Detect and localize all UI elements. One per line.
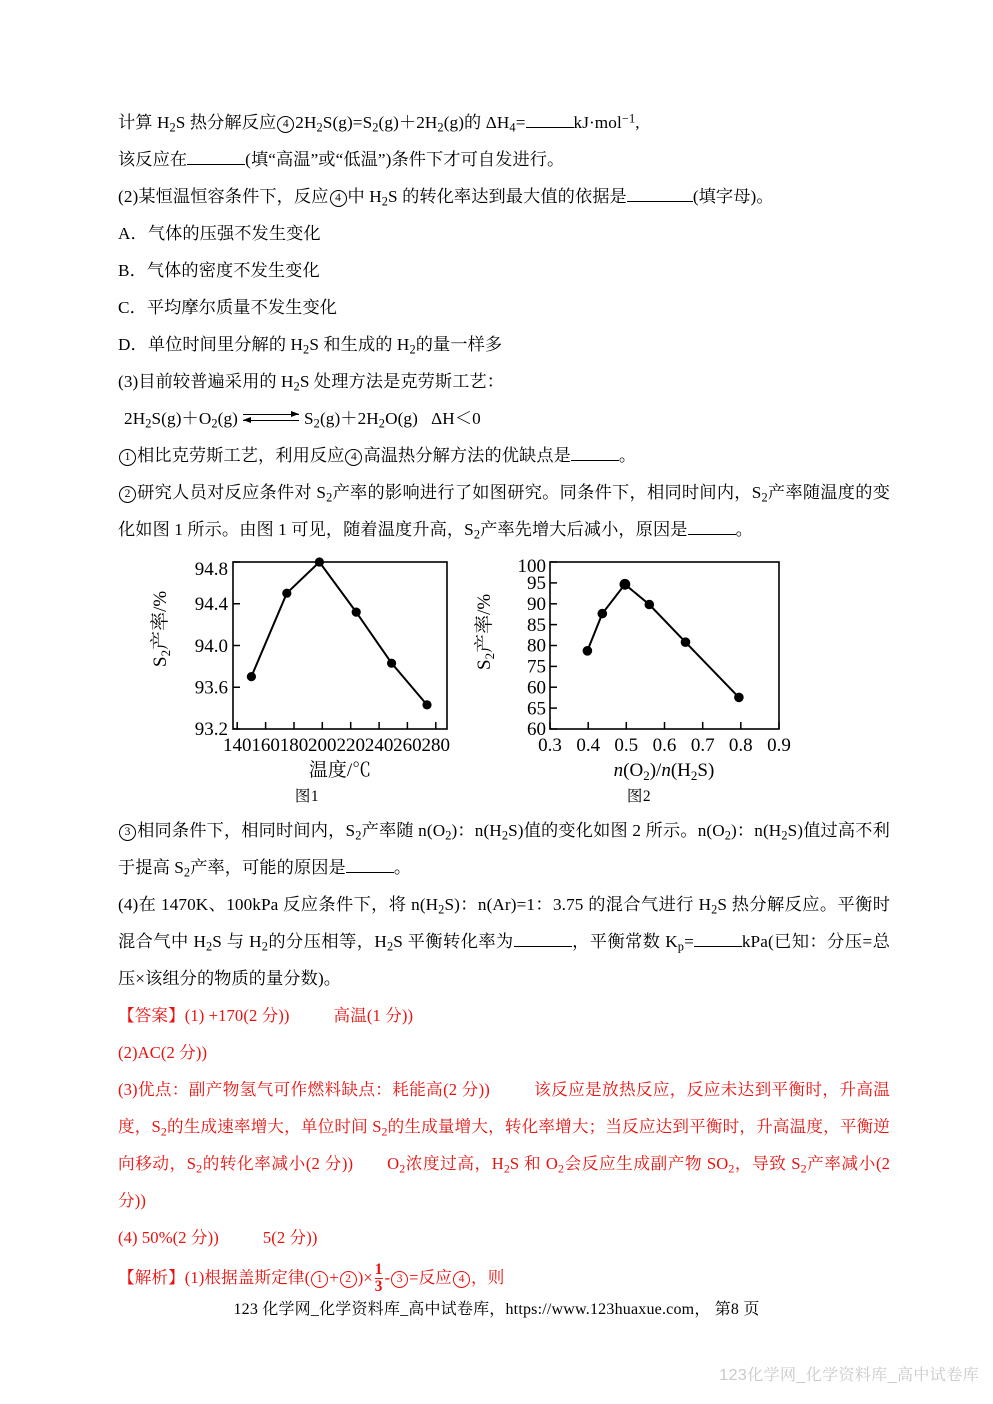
subscript: 2: [438, 902, 445, 917]
text-seg: 2H: [357, 409, 379, 428]
equilibrium-arrow-icon: [243, 411, 299, 425]
text-seg: S 的转化率达到最大值的依据是: [388, 187, 627, 206]
option-c[interactable]: [118, 289, 890, 326]
text-seg: 产率，可能的原因是: [190, 858, 346, 877]
text-seg: S 处理方法是克劳斯工艺：: [299, 372, 505, 391]
minus-sign: -: [384, 1268, 391, 1287]
analysis-header: 【解析】: [118, 1268, 185, 1287]
text-seg: S(g): [151, 409, 182, 428]
subscript: 2: [160, 1124, 167, 1139]
answer-blank[interactable]: [627, 201, 693, 202]
answer-text: (1) +170(2 分)): [184, 1006, 290, 1025]
subscript: 2: [381, 1124, 388, 1139]
answer-text: 浓度过高，H: [405, 1154, 504, 1173]
circled-number-3: 3: [391, 1271, 408, 1288]
svg-text:0.6: 0.6: [652, 735, 677, 756]
answer-text: 高温(1 分)): [333, 1006, 414, 1025]
option-b[interactable]: [118, 252, 890, 289]
circled-number-4: 4: [345, 449, 362, 466]
question-line-1: [118, 104, 890, 141]
svg-text:0.8: 0.8: [728, 735, 753, 756]
text-seg: 。: [735, 520, 753, 539]
question-content: [118, 104, 890, 1300]
svg-text:180: 180: [279, 735, 309, 756]
svg-text:85: 85: [527, 614, 546, 636]
subscript: 2: [501, 828, 509, 843]
text-seg: (g): [319, 409, 341, 428]
subscript: 2: [378, 416, 386, 431]
text-seg: (g)的 ΔH: [443, 113, 510, 132]
answer-text: O: [387, 1154, 400, 1173]
svg-text:90: 90: [527, 594, 546, 615]
text-seg: 2H: [124, 409, 146, 428]
plus-sign: +: [329, 1268, 339, 1287]
svg-text:温度/℃: 温度/℃: [308, 760, 372, 781]
svg-text:n(O2)/n(H2S): $n(O_2)/n(H_2S)$: [613, 760, 715, 783]
option-text: 的量一样多: [415, 335, 503, 354]
answer-blank[interactable]: [694, 946, 742, 947]
text-seg: ，平衡常数 K: [571, 932, 678, 951]
answer-text: ，导致 S: [734, 1154, 801, 1173]
option-key: A．: [118, 224, 148, 243]
svg-text:60: 60: [527, 677, 546, 699]
answer-text: S 和 O: [509, 1154, 559, 1173]
text-seg: ,: [635, 113, 640, 132]
text-seg: (填字母)。: [692, 187, 774, 206]
answer-blank[interactable]: [526, 127, 574, 128]
text-seg: 产率的影响进行了如图研究。同条件下，相同时间内，S: [332, 483, 762, 502]
analysis-text: )×: [357, 1268, 373, 1287]
answer-text: 的生成量增大，转化率增大；当反应达到平衡时，升高温度，平衡逆向移动，S: [118, 1117, 891, 1173]
subscript: 2: [183, 865, 191, 880]
text-seg: kPa(已知：分压=总压×该组分的物质的量分数)。: [118, 932, 890, 988]
text-seg: S 热分解反应: [175, 113, 277, 132]
analysis-text: (1)根据盖斯定律(: [184, 1268, 311, 1287]
question-line-2: [118, 141, 890, 178]
option-text: 气体的密度不发生变化: [146, 261, 320, 280]
circled-number-2: 2: [340, 1271, 357, 1288]
less-than-sign: ＜: [454, 409, 473, 428]
text-seg: (2)某恒温恒容条件下，反应: [118, 187, 329, 206]
text-seg: 。: [393, 858, 412, 877]
subscript: 2: [316, 120, 323, 135]
text-seg: 中 H: [347, 187, 382, 206]
subscript: 4: [509, 120, 516, 135]
question-part-3: [118, 363, 890, 400]
svg-text:S2产率/%: $S_2$产率/%: [474, 593, 497, 670]
answer-header: 【答案】: [118, 1006, 185, 1025]
answer-blank[interactable]: [346, 872, 394, 873]
text-seg: (g): [217, 409, 238, 428]
answer-blank[interactable]: [571, 460, 619, 461]
text-seg: 0: [472, 409, 481, 428]
subscript: 2: [800, 1161, 807, 1176]
text-seg: S 与 H: [212, 932, 262, 951]
subscript: 2: [355, 828, 362, 843]
subscript: 2: [409, 342, 416, 357]
fraction-one-third: [375, 1262, 383, 1295]
svg-text:94.4: 94.4: [194, 594, 228, 615]
text-seg: S)值的变化如图 2 所示。n(O: [508, 821, 725, 840]
text-seg: 计算 H: [118, 113, 170, 132]
option-text: 单位时间里分解的 H: [147, 335, 304, 354]
svg-text:93.2: 93.2: [194, 719, 228, 740]
option-text: S 和生成的 H: [309, 335, 410, 354]
text-seg: 相同条件下，相同时间内，S: [137, 821, 356, 840]
svg-text:60: 60: [527, 719, 546, 740]
answer-text: (3)优点：副产物氢气可作燃料缺点：耗能高(2 分)): [118, 1080, 490, 1099]
subscript: 2: [781, 828, 788, 843]
question-item-3: [118, 812, 890, 886]
answer-line-1: [118, 997, 890, 1034]
question-item-1: [118, 437, 890, 474]
answer-blank[interactable]: [514, 946, 572, 947]
answer-blank[interactable]: [688, 534, 736, 535]
subscript: 2: [196, 1161, 203, 1176]
analysis-line: [118, 1256, 890, 1300]
chart1-svg: [136, 552, 478, 784]
subscript: 2: [326, 490, 333, 505]
answer-text: 的生成速率增大，单位时间 S: [166, 1117, 382, 1136]
circled-number-1: 1: [119, 449, 136, 466]
superscript: −1: [621, 111, 636, 126]
text-seg: =: [515, 113, 526, 132]
svg-text:95: 95: [527, 573, 546, 595]
chart2-svg: [468, 552, 810, 784]
svg-text:65: 65: [527, 698, 546, 720]
svg-text:94.0: 94.0: [194, 635, 228, 657]
plus-sign: ＋: [340, 409, 358, 428]
text-seg: (4)在 1470K、100kPa 反应条件下，将 n(H: [118, 895, 439, 914]
svg-text:140: 140: [222, 735, 252, 756]
answer-text: 5(2 分)): [262, 1228, 318, 1247]
subscript: 2: [724, 828, 732, 843]
option-text: 平均摩尔质量不发生变化: [146, 298, 338, 317]
text-seg: )：n(H: [451, 821, 502, 840]
answer-blank[interactable]: [187, 164, 245, 165]
svg-text:0.5: 0.5: [614, 735, 639, 756]
subscript: p: [677, 939, 685, 954]
text-seg: O(g): [385, 409, 418, 428]
svg-text:0.9: 0.9: [767, 735, 791, 756]
answer-text: 该反应是放热反应，反应未达到平衡时，升高温度，S: [118, 1080, 890, 1136]
subscript: 2: [711, 902, 718, 917]
text-seg: 产率先增大后减小，原因是: [480, 520, 688, 539]
svg-text:0.7: 0.7: [690, 735, 715, 756]
circled-number-4: 4: [453, 1271, 470, 1288]
svg-text:260: 260: [393, 735, 422, 756]
subscript: 2: [381, 194, 389, 209]
figures-row: [118, 552, 890, 804]
denominator: 3: [374, 1278, 383, 1296]
subscript: 2: [399, 1161, 406, 1176]
text-seg: 产率随温度的变化如图 1 所示。由图 1 可见，随着温度升高，S: [118, 483, 891, 539]
subscript: 2: [261, 939, 268, 954]
text-seg: S 热分解反应。平衡时混合气中 H: [118, 895, 890, 951]
subscript: 2: [293, 379, 300, 394]
text-seg: S(g)=S: [322, 113, 373, 132]
svg-text:0.4: 0.4: [576, 735, 601, 756]
subscript: 2: [205, 939, 213, 954]
subscript: 2: [558, 1161, 565, 1176]
text-seg: S: [303, 409, 314, 428]
svg-text:0.3: 0.3: [538, 735, 562, 756]
text-seg: (g): [378, 113, 399, 132]
text-seg: S)：n(Ar)=1：3.75 的混合气进行 H: [444, 895, 712, 914]
subscript: 2: [372, 120, 379, 135]
answer-text: 产率减小(2 分)): [118, 1154, 890, 1210]
svg-text:240: 240: [364, 735, 394, 756]
figure-2: [468, 552, 810, 804]
subscript: 2: [503, 1161, 510, 1176]
text-seg: )：n(H: [731, 821, 782, 840]
question-item-2: [118, 474, 890, 548]
subscript: 2: [211, 416, 218, 431]
text-seg: 研究人员对反应条件对 S: [137, 483, 327, 502]
claus-equation: [118, 400, 890, 437]
svg-text:93.6: 93.6: [194, 677, 228, 699]
text-seg: 相比克劳斯工艺，利用反应: [137, 446, 345, 465]
text-seg: 的分压相等，H: [268, 932, 387, 951]
subscript: 2: [303, 342, 310, 357]
subscript: 2: [445, 828, 452, 843]
subscript: 2: [169, 120, 176, 135]
subscript: 2: [313, 416, 320, 431]
svg-text:200: 200: [308, 735, 337, 756]
answer-line-4: [118, 1219, 890, 1256]
option-key: D．: [118, 335, 148, 354]
circled-number-1: 1: [311, 1271, 328, 1288]
delta-h: ΔH: [431, 409, 455, 428]
circled-number-4: 4: [330, 190, 347, 207]
answer-text: (4) 50%(2 分)): [118, 1228, 219, 1247]
text-seg: 该反应在: [118, 150, 188, 169]
subscript: 2: [437, 120, 444, 135]
option-key: B．: [118, 261, 147, 280]
option-key: C．: [118, 298, 147, 317]
option-text: 气体的压强不发生变化: [147, 224, 321, 243]
answer-text: 的转化率减小(2 分)): [202, 1154, 354, 1173]
svg-text:S2产率/%: $S_2$产率/%: [150, 590, 173, 667]
option-a[interactable]: [118, 215, 890, 252]
circled-number-2: 2: [119, 486, 136, 503]
analysis-text: =反应: [409, 1268, 453, 1287]
text-seg: =: [684, 932, 694, 951]
subscript: 2: [386, 939, 394, 954]
text-seg: O: [198, 409, 212, 428]
text-seg: (填“高温”或“低温”)条件下才可自发进行。: [245, 150, 565, 169]
figure-2-caption: 图2: [626, 788, 652, 805]
figure-1: [136, 552, 478, 804]
text-seg: 。: [618, 446, 637, 465]
circled-number-4: 4: [277, 116, 294, 133]
answer-text: 会反应生成副产物 SO: [564, 1154, 729, 1173]
numerator: 1: [374, 1261, 383, 1279]
circled-number-3: 3: [119, 824, 136, 841]
unit-text: kJ·mol: [573, 113, 622, 132]
subscript: 2: [761, 490, 768, 505]
svg-text:280: 280: [421, 735, 451, 756]
text-seg: 2H: [416, 113, 438, 132]
text-seg: S 平衡转化率为: [393, 932, 514, 951]
subscript: 2: [145, 416, 152, 431]
text-seg: 高温热分解方法的优缺点是: [363, 446, 571, 465]
text-seg: 2H: [295, 113, 317, 132]
figure-1-caption: 图1: [294, 788, 320, 805]
watermark: 123化学网_化学资料库_高中试卷库: [719, 1367, 979, 1384]
page-footer: 123 化学网_化学资料库_高中试卷库，https://www.123huaxue.com， 第8 页: [233, 1301, 760, 1318]
text-seg: (3)目前较普遍采用的 H: [118, 372, 294, 391]
answer-line-2: [118, 1034, 890, 1071]
question-part-2: [118, 178, 890, 215]
plus-sign: ＋: [398, 113, 417, 132]
svg-text:160: 160: [251, 735, 280, 756]
svg-text:100: 100: [517, 556, 546, 577]
plus-sign: ＋: [181, 409, 199, 428]
text-seg: S)值过高不利于提高 S: [118, 821, 890, 877]
subscript: 2: [473, 527, 481, 542]
subscript: 2: [728, 1161, 735, 1176]
option-d[interactable]: [118, 326, 890, 363]
svg-text:75: 75: [527, 656, 546, 678]
svg-text:80: 80: [527, 635, 546, 657]
svg-text:94.8: 94.8: [194, 559, 228, 580]
analysis-text: ，则: [471, 1268, 505, 1287]
svg-text:220: 220: [336, 735, 365, 756]
text-seg: 产率随 n(O: [361, 821, 446, 840]
answer-text: (2)AC(2 分)): [118, 1043, 208, 1062]
answer-line-3: [118, 1071, 890, 1219]
question-item-4: [118, 886, 890, 997]
